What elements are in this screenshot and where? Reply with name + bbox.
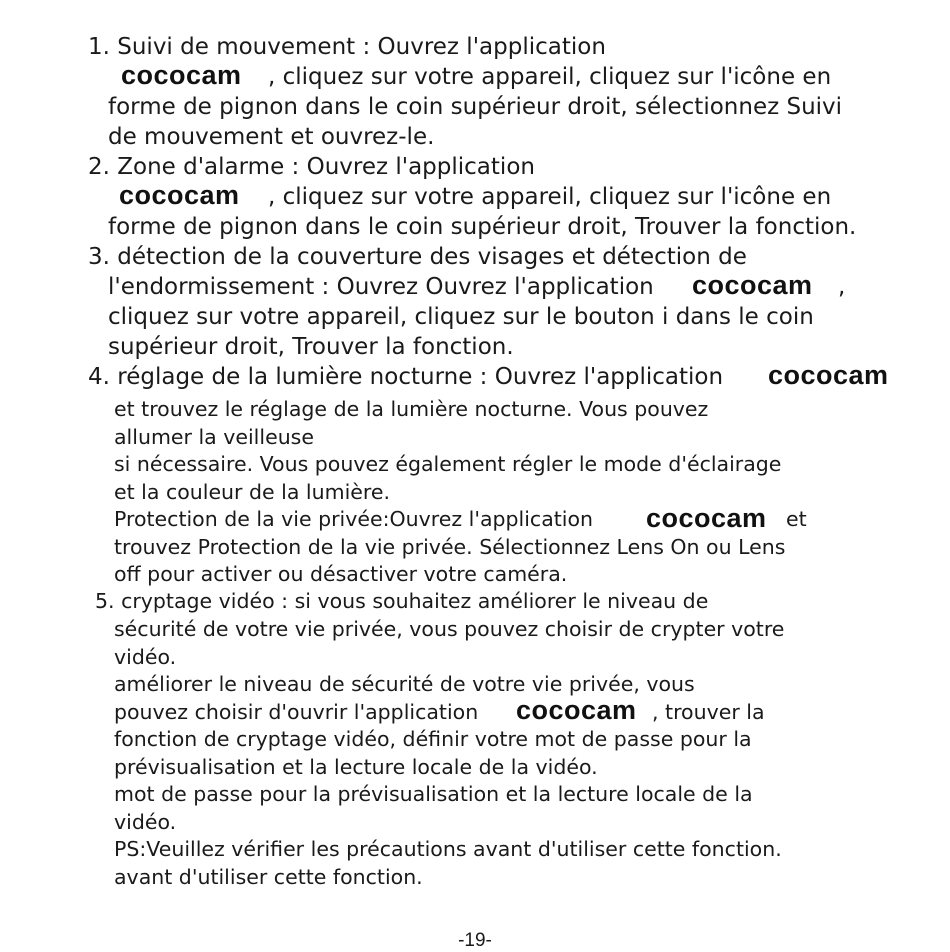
item-3-line-1: 3. détection de la couverture des visages et détection de — [88, 244, 747, 270]
item-4-line-6-tail: et — [786, 507, 807, 531]
item-5-line-11: avant d'utiliser cette fonction. — [114, 865, 423, 889]
item-4-line-4: si nécessaire. Vous pouvez également régler le mode d'éclairage — [114, 452, 782, 476]
item-3-line-2-comma: , — [838, 274, 846, 300]
item-4-line-1: 4. réglage de la lumière nocturne : Ouvrez l'application — [88, 364, 724, 390]
item-1-line-3: forme de pignon dans le coin supérieur droit, sélectionnez Suivi — [108, 94, 843, 120]
item-5-line-6: fonction de cryptage vidéo, définir votre mot de passe pour la — [114, 727, 752, 751]
item-5-line-2: sécurité de votre vie privée, vous pouvez choisir de crypter votre — [114, 617, 785, 641]
item-5-line-10: PS:Veuillez vérifier les précautions avant d'utiliser cette fonction. — [114, 837, 782, 861]
item-5-line-8: mot de passe pour la prévisualisation et la lecture locale de la — [114, 782, 753, 806]
item-3-line-3: cliquez sur votre appareil, cliquez sur le bouton i dans le coin — [108, 304, 814, 330]
item-1-line-4: de mouvement et ouvrez-le. — [108, 124, 435, 150]
item-4-line-2: et trouvez le réglage de la lumière nocturne. Vous pouvez — [114, 397, 709, 421]
item-5-line-5-tail: , trouver la — [652, 700, 765, 724]
brand-name: cococam — [768, 360, 889, 390]
item-5-line-5: pouvez choisir d'ouvrir l'application — [114, 700, 479, 724]
item-4-line-3: allumer la veilleuse — [114, 425, 314, 449]
brand-name: cococam — [119, 180, 240, 210]
item-4-line-6: Protection de la vie privée:Ouvrez l'application — [114, 507, 594, 531]
item-1-line-2: , cliquez sur votre appareil, cliquez sur l'icône en — [268, 64, 832, 90]
page-number: -19- — [458, 930, 492, 951]
item-2-line-2: , cliquez sur votre appareil, cliquez sur l'icône en — [268, 184, 832, 210]
item-2-line-1: 2. Zone d'alarme : Ouvrez l'application — [88, 154, 535, 180]
brand-name: cococam — [516, 695, 637, 725]
brand-name: cococam — [121, 60, 242, 90]
item-5-line-9: vidéo. — [114, 810, 177, 834]
brand-name: cococam — [646, 503, 767, 533]
item-4-line-8: off pour activer ou désactiver votre caméra. — [114, 562, 568, 586]
item-5-line-3: vidéo. — [114, 645, 177, 669]
item-2-line-3: forme de pignon dans le coin supérieur droit, Trouver la fonction. — [108, 214, 857, 240]
item-4-line-5: et la couleur de la lumière. — [114, 480, 390, 504]
item-5-line-4: améliorer le niveau de sécurité de votre vie privée, vous — [114, 672, 695, 696]
item-4-line-7: trouvez Protection de la vie privée. Sélectionnez Lens On ou Lens — [114, 535, 786, 559]
item-5-line-7: prévisualisation et la lecture locale de la vidéo. — [114, 755, 598, 779]
item-3-line-2: l'endormissement : Ouvrez Ouvrez l'application — [108, 274, 654, 300]
item-3-line-4: supérieur droit, Trouver la fonction. — [108, 334, 514, 360]
item-1-line-1: 1. Suivi de mouvement : Ouvrez l'application — [88, 34, 606, 60]
brand-name: cococam — [692, 270, 813, 300]
item-5-line-1: 5. cryptage vidéo : si vous souhaitez améliorer le niveau de — [95, 589, 709, 613]
